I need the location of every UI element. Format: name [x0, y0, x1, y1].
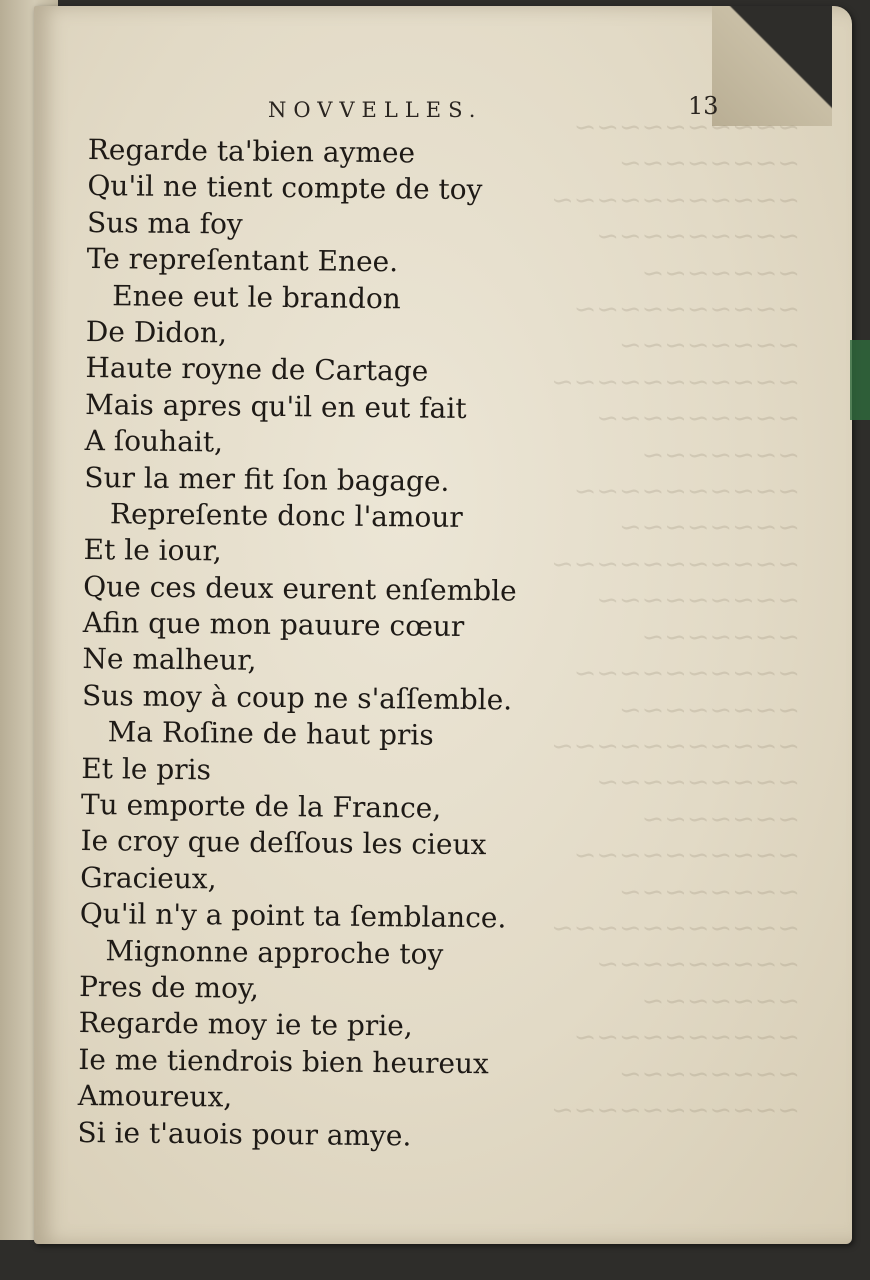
poem-line: Afin que mon pauure cœur [82, 606, 465, 644]
poem-line: Te repreſentant Enee. [86, 242, 399, 279]
poem-line: Ie croy que deſſous les cieux [80, 824, 487, 862]
poem-line: Regarde ta'bien aymee [87, 132, 416, 170]
poem-line: Regarde moy ie te prie, [78, 1006, 413, 1043]
poem-line: Ne malheur, [82, 642, 257, 678]
poem-line: Enee eut le brandon [112, 278, 401, 315]
page-number: 13 [688, 92, 719, 120]
poem-line: Mais apres qu'il en eut fait [84, 387, 467, 425]
poem-line: Repreſente donc l'amour [109, 497, 463, 534]
poem-line: Tu emporte de la France, [80, 787, 442, 825]
poem-line: Gracieux, [80, 860, 217, 896]
poem-text [77, 132, 688, 1157]
running-title: NOVVELLES. [268, 98, 483, 122]
poem-line: Pres de moy, [78, 969, 260, 1005]
poem-line: Sus ma foy [86, 205, 243, 241]
poem-line: Ma Roſine de haut pris [107, 715, 434, 752]
poem-line: Haute royne de Cartage [85, 351, 429, 388]
folded-page-corner [712, 6, 832, 126]
poem-line: Mignonne approche toy [105, 933, 444, 971]
poem-line: A ſouhait, [84, 424, 224, 459]
poem-line: Ie me tiendrois bien heureux [78, 1042, 490, 1081]
background-cloth [850, 340, 870, 420]
poem-line: Sus moy à coup ne s'aſſemble. [81, 678, 513, 717]
poem-line: Sur la mer fit ſon bagage. [84, 460, 450, 498]
poem-line: Si ie t'auois pour amye. [77, 1115, 412, 1152]
poem-line: Qu'il ne tient compte de toy [87, 169, 483, 207]
poem-line: De Didon, [85, 314, 228, 350]
poem-line: Et le iour, [83, 533, 222, 568]
poem-line: Et le pris [81, 751, 212, 786]
poem-line: Qu'il n'y a point ta ſemblance. [79, 897, 507, 935]
poem-line: Amoureux, [77, 1079, 233, 1114]
poem-line: Que ces deux eurent enſemble [83, 569, 517, 608]
